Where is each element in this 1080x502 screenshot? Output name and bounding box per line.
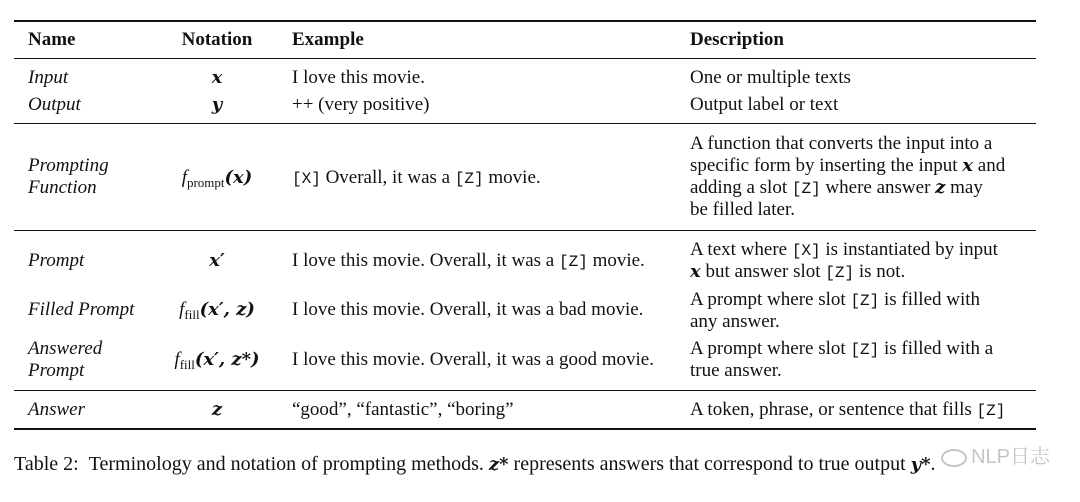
answered-prompt-example: I love this movie. Overall, it was a good movie. [292,349,654,370]
input-name: Input [28,67,69,88]
output-notation: y [211,94,223,115]
input-notation: x [211,67,223,88]
wechat-icon [941,449,967,467]
filled-prompt-example: I love this movie. Overall, it was a bad movie. [292,299,644,320]
output-example: ++ (very positive) [292,94,430,115]
answered-prompt-notation: $f_{fill}(x'$, z*) [174,349,260,372]
filled-prompt-name: Filled Prompt [28,299,135,320]
output-name: Output [28,94,81,115]
prompting-function-desc-line2: specific form by inserting the input x and [690,155,1006,176]
output-description: Output label or text [690,94,839,115]
header-notation: Notation [181,29,253,50]
filled-prompt-desc-line2: any answer. [690,311,780,332]
prompting-function-desc-line3: adding a slot [Z] where answer z may [690,177,983,198]
input-description: One or multiple texts [690,67,851,88]
answer-example: “good”, “fantastic”, “boring” [292,399,514,420]
prompting-function-name-line1: Prompting [28,155,109,176]
prompt-notation: x′ [209,250,225,271]
row-rule [14,230,1036,231]
answered-prompt-desc-line2: true answer. [690,360,782,381]
prompt-example: I love this movie. Overall, it was a [Z] movie. [292,250,645,271]
filled-prompt-notation: $f_{fill}(x'$, z) [179,299,255,322]
answer-description: A token, phrase, or sentence that fills [Z] [690,399,1006,420]
header-description: Description [690,29,784,50]
row-rule [14,123,1036,124]
prompting-function-desc-line1: A function that converts the input into a [690,133,993,154]
answered-prompt-name-line2: Prompt [28,360,85,381]
table-bottom-rule [14,428,1036,430]
table-top-rule [14,20,1036,22]
answer-notation: z [211,399,223,420]
table-caption: Table 2: Terminology and notation of prompting methods. z* represents answers that correspond to true output y*. [14,453,936,475]
prompt-name: Prompt [28,250,85,271]
prompt-desc-line1: A text where [X] is instantiated by input [690,239,998,260]
header-example: Example [292,29,364,50]
prompt-desc-line2: x but answer slot [Z] is not. [690,261,906,282]
prompting-function-desc-line4: be filled later. [690,199,795,220]
watermark: NLP日志 [941,440,1050,469]
answer-name: Answer [28,399,85,420]
input-example: I love this movie. [292,67,425,88]
row-rule [14,390,1036,391]
header-rule [14,58,1036,59]
prompting-function-example: [X] Overall, it was a [Z] movie. [292,167,541,188]
answered-prompt-name-line1: Answered [28,338,103,359]
header-name: Name [28,29,76,50]
prompting-function-name-line2: Function [28,177,97,198]
filled-prompt-desc-line1: A prompt where slot [Z] is filled with [690,289,981,310]
prompting-function-notation: $f_{prompt}(x)$ [181,167,253,190]
answered-prompt-desc-line1: A prompt where slot [Z] is filled with a [690,338,994,359]
